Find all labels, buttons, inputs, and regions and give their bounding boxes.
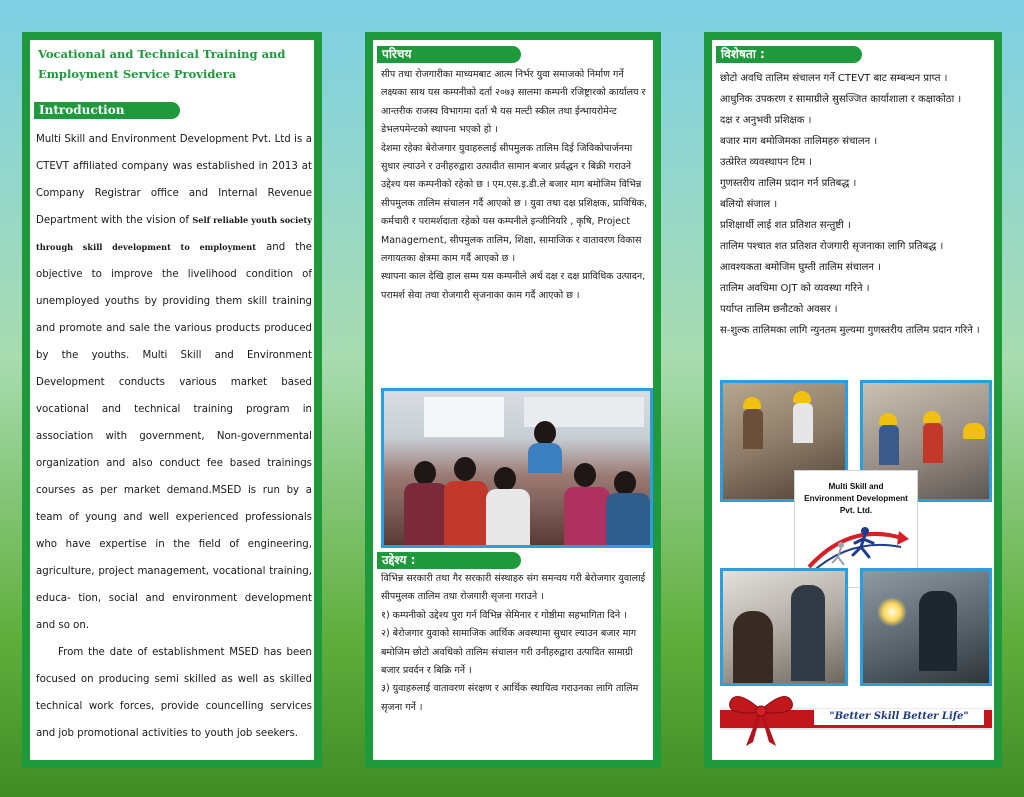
photo-whiteboard: [424, 397, 504, 437]
parichaya-paragraph-3: स्थापना काल देखि हाल सम्म यस कम्पनीले अर्ध दक्ष र दक्ष प्राविधिक उत्पादन, परामर्श सेवा तथा रोजगारी सृजनाका काम गर्दै आएको छ ।: [381, 271, 646, 301]
panel-features: [704, 32, 1002, 768]
slogan-text: "Better Skill Better Life": [814, 709, 984, 725]
feature-item: पर्याप्त तालिम छनौटको अवसर ।: [720, 304, 838, 315]
feature-item: बजार माग बमोजिमका तालिमहरु संचालन ।: [720, 136, 878, 147]
classroom-photo: [381, 388, 653, 548]
parichaya-body: [381, 66, 649, 305]
parichaya-label: परिचय: [377, 46, 521, 63]
feature-item: स-शुल्क तालिमका लागि न्युनतम मुल्यमा गुणस्तरीय तालिम प्रदान गरिने ।: [720, 325, 980, 336]
objective-item-3: ३) युवाहरुलाई वातावरण संरक्षण र आर्थिक स्थायित्व गराउनका लागि तालिम सृजना गर्ने ।: [381, 683, 639, 713]
vision-statement: Self reliable youth society through skill development to employment: [36, 215, 313, 252]
welding-photo: [860, 568, 992, 686]
welding-spark: [877, 597, 907, 627]
objective-body: [381, 570, 649, 717]
logo-text-line-2: Environment Development: [804, 494, 908, 503]
feature-item: बलियो संजाल ।: [720, 199, 778, 210]
logo-text-line-1: Multi Skill and: [828, 482, 884, 491]
feature-item: तालिम अवधिमा OJT को व्यवस्था गरिने ।: [720, 283, 870, 294]
features-label: विशेषता :: [716, 46, 862, 63]
objective-paragraph-1: विभिन्न सरकारी तथा गैर सरकारी संस्थाहरु संग समन्वय गरी बेरोजगार युवालाई सीपमुलक तालिम तथा रोजगारी सृजना गराउने ।: [381, 573, 646, 603]
panel-introduction-english: [22, 32, 322, 768]
objective-item-2: २) बेरोजगार युवाको सामाजिक आर्थिक अवस्थामा सुधार ल्याउन बजार माग बमोजिम छोटो अवधिको तालिम संचालन गरी उनीहरुद्वारा उत्पादित सामाग्री बजार प्रवर्दन र बिक्रि गर्ने ।: [381, 628, 637, 677]
features-list: [720, 68, 988, 341]
feature-item: प्रशिक्षार्थी लाई शत प्रतिशत सन्तुष्टी ।: [720, 220, 851, 231]
introduction-body: [36, 126, 312, 747]
feature-item: छोटो अवधि तालिम संचालन गर्ने CTEVT बाट सम्बन्धन प्राप्त ।: [720, 73, 948, 84]
introduction-paragraph-1: Multi Skill and Environment Development Pvt. Ltd is a CTEVT affiliated company was established in 2013 at Company Registrar office and Internal Revenue Department with the vision of Self reliable youth society through skill development to employment and the objective to improve the livelihood condition of unemployed youths by providing them skill training and promote and sale the various products produced by the youths. Multi Skill and Environment Development conducts various market based vocational and technical training program in association with government, Non-governmental organization and also conduct fee based trainings courses as per market demand.MSED is run by a team of young and well experienced professionals who have expertise in the field of engineering, agriculture, project management, vocational training, educa- tion, social and environment development and so on.: [36, 134, 313, 631]
feature-item: तालिम पश्चात शत प्रतिशत रोजगारी सृजनाका लागि प्रतिबद्ध ।: [720, 241, 944, 252]
logo-text-line-3: Pvt. Ltd.: [839, 506, 873, 515]
objective-item-1: १) कम्पनीको उद्देश्य पुरा गर्न विभिन्न सेमिनार र गोष्ठीमा सहभागिता दिने ।: [381, 609, 627, 621]
feature-item: आवश्यकता बमोजिम घुम्ती तालिम संचालन ।: [720, 262, 881, 273]
feature-item: आधुनिक उपकरण र सामाग्रीले सुसज्जित कार्याशाला र कक्षाकोठा ।: [720, 94, 962, 105]
feature-item: उत्प्रेरित व्यवस्थापन टिम ।: [720, 157, 813, 168]
introduction-label: Introduction: [34, 102, 180, 119]
feature-item: गुणस्तरीय तालिम प्रदान गर्न प्रतिबद्ध ।: [720, 178, 857, 189]
parichaya-paragraph-1: सीप तथा रोजगारीका माध्यमबाट आत्म निर्भर युवा समाजको निर्माण गर्ने लक्ष्यका साथ यस कम्पनीको दर्ता २०७३ सालमा कम्पनी रजिष्ट्रारको कार्यालय र आन्तरीक राजस्व विभागमा दर्ता भै यस मल्टी स्कील तथा ईन्भायरोमेन्ट डेभलपमेन्टको स्थापना भएको हो ।: [381, 69, 646, 136]
parichaya-paragraph-2: देशमा रहेका बेरोजगार युवाहरुलाई सीपमुलक तालिम दिई जिविकोपार्जनमा सुधार ल्याउने र उनीहरुद्वारा उत्पादीत सामान बजार प्रर्वद्धन र बिक्री गराउने उद्देश्य यस कम्पनीको रहेको छ । एम.एस.इ.डी.ले बजार माग बमोजिम विभिन्न सीपमुलक तालिम संचालन गर्दै आएको छ । युवा तथा दक्ष प्रशिक्षक, प्राविधिक, कर्मचारी र परामर्शदाता रहेको यस कम्पनीले इन्जीनियरि , कृषि, Project Management, सीपमुलक तालिम, शिक्षा, सामाजिक र वातावरण विकास लगायतका क्षेत्रमा काम गर्दै आएको छ ।: [381, 142, 648, 265]
panel-introduction-nepali: [365, 32, 661, 768]
brochure-heading: Vocational and Technical Training and Employment Service Providera: [38, 47, 286, 81]
introduction-paragraph-2: From the date of establishment MSED has been focused on producing semi skilled as well as skilled technical work forces, provide councelling services and job promotional activities to youth job seekers.: [36, 647, 312, 739]
objective-label: उद्देश्य :: [377, 552, 521, 569]
feature-item: दक्ष र अनुभवी प्रशिक्षक ।: [720, 115, 812, 126]
ribbon-bow-icon: [726, 688, 796, 748]
tailoring-photo: [720, 568, 848, 686]
